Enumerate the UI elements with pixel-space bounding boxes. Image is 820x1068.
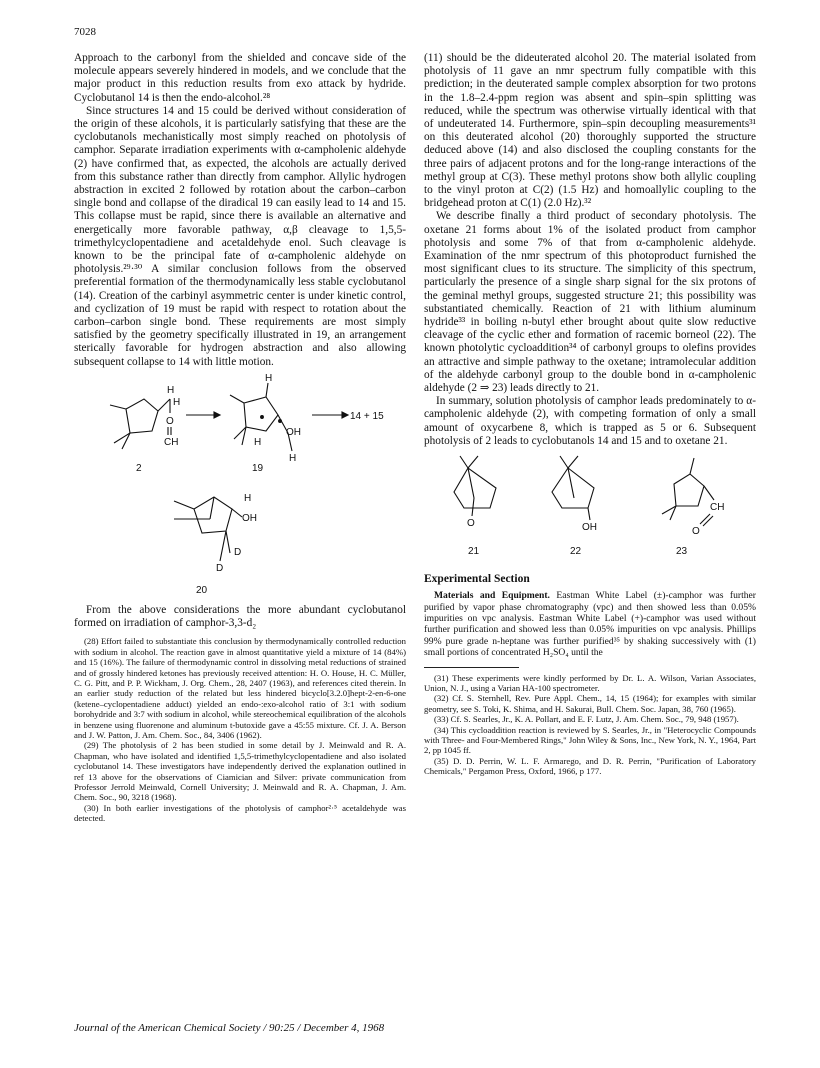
atom-h-2b: H <box>173 396 181 408</box>
right-column <box>424 52 756 777</box>
left-column <box>74 52 406 824</box>
footnote-32: (32) Cf. S. Sternhell, Rev. Pure Appl. Chem., 14, 15 (1964); for examples with similar geometry, see S. Toki, K. Shima, and H. Sakurai, Bull. Chem. Soc. Japan, 38, 760 (1965). <box>424 693 756 714</box>
footnote-28: (28) Effort failed to substantiate this conclusion by thermodynamically controlled reduction with sodium in alcohol. The reaction gave in almost quantitative yield a mixture of 14 (84%) and 15 (16%). The failure of thermodynamic control in dissolving metal reductions of strained and of grossly hindered ketones has previously received attention: H. O. House, H. C. Müller, C. G. Pitt, and P. P. Wickham, J. Org. Chem., 28, 2407 (1963), and references cited therein. In an earlier study reduction of the related but less hindered bicyclo[3.2.0]hept-2-en-6-one (ketene–cyclopentadiene adduct) yielded an endo-:exo-alcohol ratio of 3:1 with sodium borohydride and 3:7 with sodium in alcohol, while stereochemical equilibration of the alcohols in benzene using fluorenone and aluminum t-butoxide gave a 45:55 mixture. Cf. J. A. Berson and J. W. Patton, J. Am. Chem. Soc., 84, 3406 (1962). <box>74 636 406 740</box>
label-compound-2: 2 <box>136 462 142 474</box>
atom-h-19: H <box>265 372 273 384</box>
compound-21-gem-a <box>460 456 468 468</box>
right-paragraph-3: In summary, solution photolysis of camphor leads predominately to α-campholenic aldehyde (2), with competing formation of only a small amount of oxycarbene 8, which is trapped as 5 or 6. Subsequent photolysis of 2 leads to cyclobutanols 14 and 15 and to oxetane 21. <box>424 395 756 447</box>
label-compound-20: 20 <box>196 584 208 596</box>
footnote-33: (33) Cf. S. Searles, Jr., K. A. Pollart, and E. F. Lutz, J. Am. Chem. Soc., 79, 948 (1957). <box>434 714 739 725</box>
compound-23-ch2-bond <box>704 486 714 500</box>
left-paragraph-3: From the above considerations the more abundant cyclobutanol formed on irradiation of camphor-3,3-d₂ <box>74 603 406 630</box>
compound-21-bridge <box>468 468 474 498</box>
journal-footer: Journal of the American Chemical Society / 90:25 / December 4, 1968 <box>74 1022 385 1034</box>
atom-ch-23: CH <box>710 502 725 514</box>
atom-oh-19: OH <box>286 426 301 438</box>
page-number: 7028 <box>74 26 96 38</box>
atom-h-20: H <box>244 492 252 504</box>
label-compound-19: 19 <box>252 462 264 474</box>
atom-o-21: O <box>467 518 475 530</box>
label-compound-22: 22 <box>570 546 582 558</box>
arrow-2-head <box>342 412 348 418</box>
footnote-29: (29) The photolysis of 2 has been studied in some detail by J. Meinwald and R. A. Chapman, who have isolated and identified 1,5,5-trimethylcyclopentadiene and also isolated cyclobutanol 14. These investigators have independently derived the explanation outlined in ref 13 above for the observations of Ciamician and Silver: private communication from Professor Jerrold Meinwald, Cornell University; J. Meinwald and R. A. Chapman, J. Am. Chem. Soc., 90, 3218 (1968). <box>74 740 406 803</box>
right-paragraph-1: (11) should be the dideuterated alcohol 20. The material isolated from photolysis of 11 gave an nmr spectrum fully compatible with this prediction; in the deuterated sample complex absorption for two protons in the 1.8–2.4-ppm region was absent and spin–spin splitting was reduced, while the spectrum was otherwise virtually identical with that of undeuterated 14. Furthermore, spin–spin decoupling measurements³¹ on this deuterated alcohol (20) thoroughly supported the structure deduced above (14) and also disclosed the coupling constants for the three pairs of adjacent protons and for the long-range interactions of the methyl group at C(3). These methyl protons show both allylic coupling to the vinyl proton at C(2) (1.5 Hz) and homoallylic coupling to the bridgehead proton at C(1) (2.0 Hz).³² <box>424 52 756 210</box>
oxetane-structures <box>424 448 756 560</box>
compound-20-d-bond-b <box>220 531 226 561</box>
compound-21-cage <box>454 468 496 508</box>
compound-19-h-bond <box>266 383 268 397</box>
footnote-31: (31) These experiments were kindly performed by Dr. L. A. Wilson, Varian Associates, Union, N. J., using a Varian HA-100 spectrometer. <box>424 672 756 693</box>
footnote-rule <box>424 667 519 668</box>
atom-oh-22: OH <box>582 522 597 534</box>
compound-19-methyl-bond <box>230 395 244 403</box>
compound-19-ring <box>244 397 278 431</box>
footnote-34: (34) This cycloaddition reaction is reviewed by S. Searles, Jr., in "Heterocyclic Compounds with Three- and Four-Membered Rings," John Wiley & Sons, Inc., New York, N. Y., 1964, Part 2, pp 1045 ff. <box>424 724 756 756</box>
compound-20-bridge-a <box>210 497 214 519</box>
compound-23-methyl-bond <box>690 458 694 474</box>
products-label: 14 + 15 <box>350 410 384 422</box>
compound-23-co-a <box>700 514 710 524</box>
atom-oh-20: OH <box>242 512 257 524</box>
footnote-35: (35) D. D. Perrin, W. L. F. Armarego, and D. R. Perrin, "Purification of Laboratory Chemicals," Pergamon Press, Oxford, 1966, p 177. <box>424 755 756 777</box>
compound-23-ring <box>674 474 704 506</box>
atom-h-19b: H <box>254 436 262 448</box>
compound-20-d-bond-a <box>226 531 230 553</box>
atom-ch-2: CH <box>164 436 179 448</box>
arrow-1-head <box>214 412 220 418</box>
label-compound-21: 21 <box>468 546 480 558</box>
compound-23-co-b <box>703 516 713 526</box>
right-paragraph-2: We describe finally a third product of secondary photolysis. The oxetane 21 forms about 1% of the isolated product from camphor photolysis and some 7% of that from α-campholenic aldehyde. Examination of the nmr spectrum of this photoproduct furnished the most significant clues to its structure. The simplicity of this spectrum, particularly the presence of a single sharp signal for the six protons of the geminal methyl groups, suggested structure 21; this possibility was substantiated chemically. Reaction of 21 with lithium aluminum hydride³³ in boiling n-butyl ether brought about quite slow reductive cleavage of the cyclic ether and formation of racemic borneol (22). The known photolytic cycloaddition³⁴ of carbonyl groups to olefins provides an attractive and simple pathway to the oxetane; intramolecular addition of the aldehyde carbonyl group to the double bond in α-campholenic aldehyde (2 ⇒ 23) leads directly to 21. <box>424 210 756 395</box>
footnote-30: (30) In both earlier investigations of the photolysis of camphor²·⁵ acetaldehyde was detected. <box>74 802 406 824</box>
compound-2-ring <box>126 399 158 433</box>
label-compound-23: 23 <box>676 546 688 558</box>
experimental-heading: Experimental Section <box>424 573 530 586</box>
atom-o-23: O <box>692 526 700 538</box>
left-paragraph-2: Since structures 14 and 15 could be derived without consideration of the origin of these alcohols, it is particularly satisfying that these are the cyclobutanols mechanistically most simply reached on photolysis of camphor. Separate irradiation experiments with α-campholenic aldehyde (2) have confirmed that, as expected, the alcohols are actually derived from this substance rather than directly from camphor. Allylic hydrogen abstraction in excited 2 followed by rotation about the carbon–carbon single bond and collapse of the diradical 19 can easily lead to 14 and 15. This collapse must be rapid, since there is available an alternative and energetically more favorable pathway, α,β cleavage to 1,5,5-trimethylcyclopentadiene and acetaldehyde enol. Such cleavage is known to be the principal fate of α-campholenic aldehyde on photolysis.²⁹·³⁰ A similar conclusion follows from the observed preferential formation of the thermodynamically less stable cyclobutanol (14). Creation of the carbinyl asymmetric center is under kinetic control, and cyclization of 19 must be rapid with respect to rotation about the carbon–carbon single bond. These requirements are most simply satisfied by the geometry specifically illustrated in 19, an arrangement sterically favorable for hydrogen abstraction and also allowing subsequent collapse to 14 with little motion. <box>74 104 406 368</box>
atom-h-19c: H <box>289 452 297 464</box>
radical-dot-1 <box>279 419 282 422</box>
radical-dot-2 <box>261 415 264 418</box>
reaction-scheme <box>74 369 406 599</box>
experimental-text: Eastman White Label (±)-camphor was further purified by vapor phase chromatography (vpc) and then showed less than 0.05% impurities on vpc analysis. Eastman White Label (+)-camphor was used without further purification and showed less than 0.05% impurities on vpc analysis. Phillips 99% pure grade n-heptane was further purified³⁵ by shaking successively with (1) small portions of concentrated H₂SO₄ until the <box>424 590 756 659</box>
atom-d-20a: D <box>234 546 242 558</box>
atom-d-20b: D <box>216 562 224 574</box>
compound-2-ch2-bond <box>158 399 170 411</box>
compound-20-oh-bond <box>232 509 242 517</box>
experimental-lead: Materials and Equipment. <box>434 590 550 602</box>
atom-o-2: O <box>166 415 174 427</box>
compound-22-cage <box>552 468 594 508</box>
left-footnotes <box>74 636 406 823</box>
compound-21-gem-b <box>468 456 478 468</box>
experimental-paragraph <box>424 590 756 658</box>
compound-22-oh-bond <box>588 508 590 520</box>
compound-22-gem-b <box>568 456 578 468</box>
left-paragraph-1: Approach to the carbonyl from the shielded and concave side of the molecule appears severely hindered in models, and we conclude that the major product in this reduction results from exo attack by hydride. Cyclobutanol 14 is then the endo-alcohol.²⁸ <box>74 52 406 104</box>
compound-21-o-bond <box>472 498 474 516</box>
compound-22-gem-a <box>560 456 568 468</box>
compound-20-methyl-bond <box>174 501 194 509</box>
compound-2-methyl-bond <box>110 405 126 409</box>
atom-h-2: H <box>167 384 175 396</box>
